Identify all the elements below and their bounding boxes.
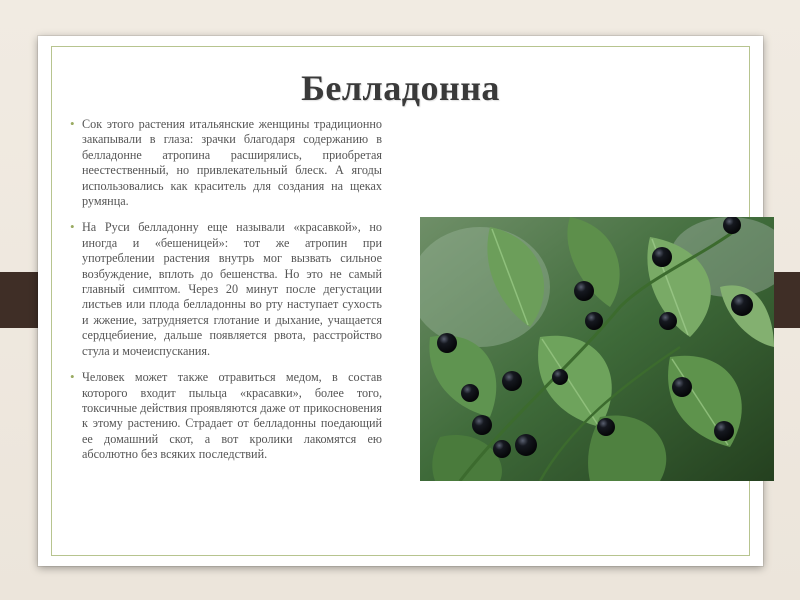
paragraph-text: Сок этого растения итальянские женщины традиционно закапывали в глаза: зрачки благодаря содержанию в белладонне атропина расширялись, приобретая неестественный, но привлекательный блеск. А ягоды использовались как краситель для создания на щеках румянца.: [82, 117, 382, 209]
paragraph-text: Человек может также отравиться медом, в состав которого входит пыльца «красавки», более того, токсичные действия проявляются даже от прикосновения к этому растению. Страдает от белладонны поедающий ее домашний скот, а вот кролики лакомятся ею абсолютно без всяких последствий.: [82, 370, 382, 462]
paragraph-2: [70, 220, 382, 359]
slide-frame: [51, 46, 750, 556]
paragraph-1: [70, 117, 382, 209]
bullet-icon: •: [70, 369, 75, 385]
text-column: [70, 117, 382, 474]
bullet-icon: •: [70, 219, 75, 235]
paragraph-3: [70, 370, 382, 462]
bullet-icon: •: [70, 116, 75, 131]
decorative-band-left: [0, 272, 42, 328]
paragraph-text: На Руси белладонну еще называли «красавкой», но иногда и «бешеницей»: тот же атропин при употреблении растения внутрь мог вызвать сильное возбуждение, вплоть до бешенства. Но это не самый главный симптом. Через 20 минут после дегустации листьев или плода белладонны во рту наступает сухость и жжение, затрудняется глотание и дыхание, учащается сердцебиение, дальше появляется рвота, расстройство стула и мочеиспускания.: [82, 220, 382, 358]
berries-photo-icon: [420, 217, 774, 481]
slide-card: [38, 36, 763, 566]
slide-title: Белладонна: [301, 68, 500, 108]
belladonna-photo: [420, 217, 774, 481]
